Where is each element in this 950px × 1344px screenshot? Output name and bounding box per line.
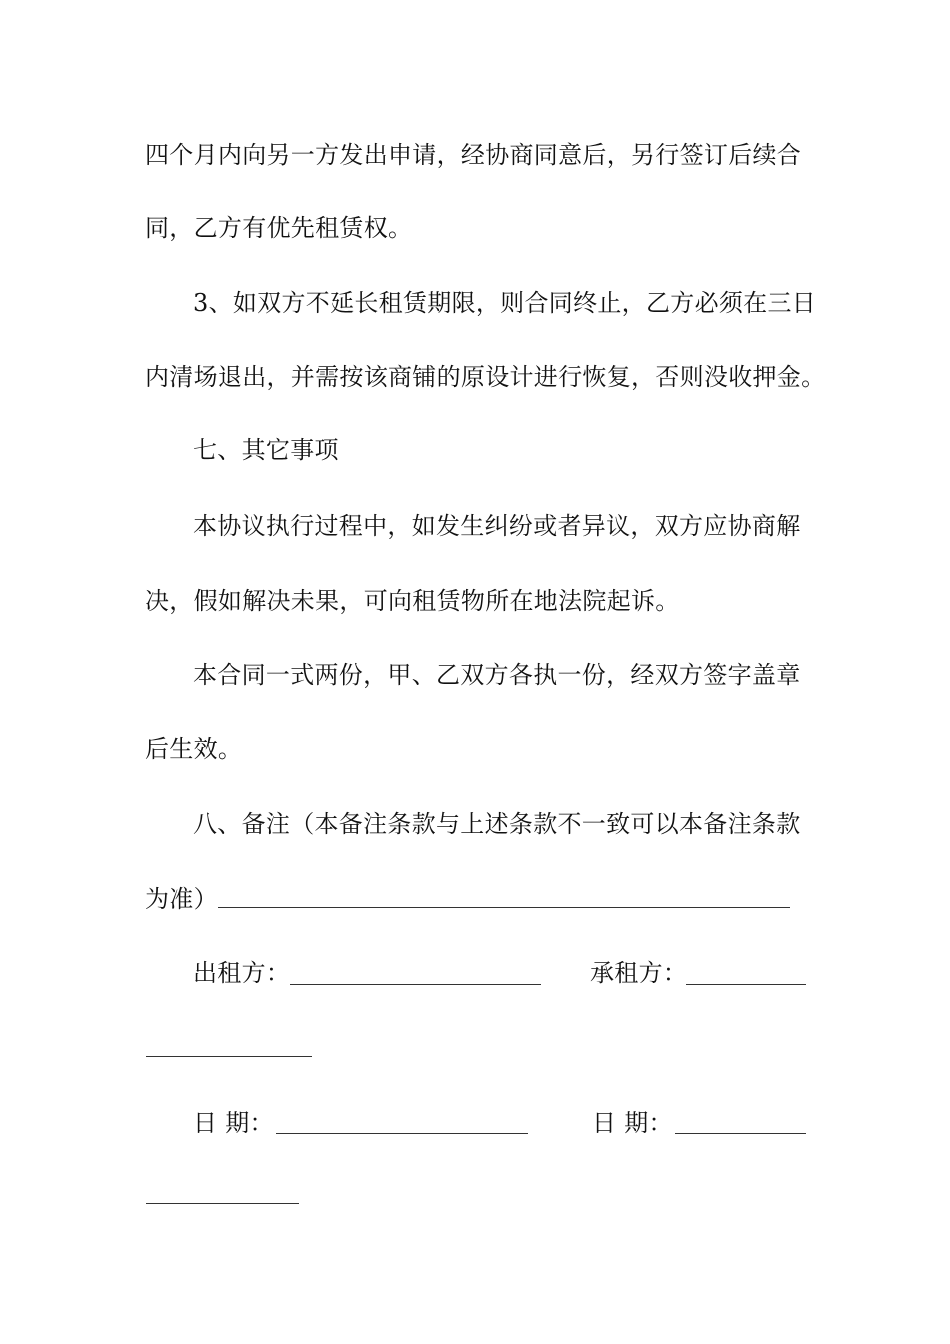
paragraph-line: 本协议执行过程中，如发生纠纷或者异议，双方应协商解 xyxy=(193,512,801,540)
section-heading: 八、备注（本备注条款与上述条款不一致可以本备注条款 xyxy=(193,810,801,838)
lessor-label: 出租方： xyxy=(193,959,291,987)
lessee-signature-line[interactable] xyxy=(686,984,806,985)
paragraph-line: 四个月内向另一方发出申请，经协商同意后，另行签订后续合 xyxy=(145,141,802,169)
lessee-label: 承租方： xyxy=(590,959,688,987)
date-line-right[interactable] xyxy=(675,1133,806,1134)
remarks-blank-line[interactable] xyxy=(218,907,790,908)
paragraph-line: 3、如双方不延长租赁期限，则合同终止，乙方必须在三日 xyxy=(193,289,817,317)
paragraph-line: 同，乙方有优先租赁权。 xyxy=(145,214,413,242)
paragraph-line: 本合同一式两份，甲、乙双方各执一份，经双方签字盖章 xyxy=(193,661,801,689)
section-heading: 七、其它事项 xyxy=(193,436,339,464)
date-line-right-continued[interactable] xyxy=(146,1203,299,1204)
paragraph-line: 为准） xyxy=(145,885,218,913)
paragraph-line: 后生效。 xyxy=(145,735,243,763)
paragraph-line: 内清场退出，并需按该商铺的原设计进行恢复，否则没收押金。 xyxy=(145,363,826,391)
date-line-left[interactable] xyxy=(276,1133,528,1134)
lessor-signature-line[interactable] xyxy=(290,984,541,985)
date-label-left: 日 期： xyxy=(193,1109,274,1137)
paragraph-line: 决，假如解决未果，可向租赁物所在地法院起诉。 xyxy=(145,587,680,615)
lessee-signature-line-continued[interactable] xyxy=(146,1056,312,1057)
date-label-right: 日 期： xyxy=(592,1109,673,1137)
